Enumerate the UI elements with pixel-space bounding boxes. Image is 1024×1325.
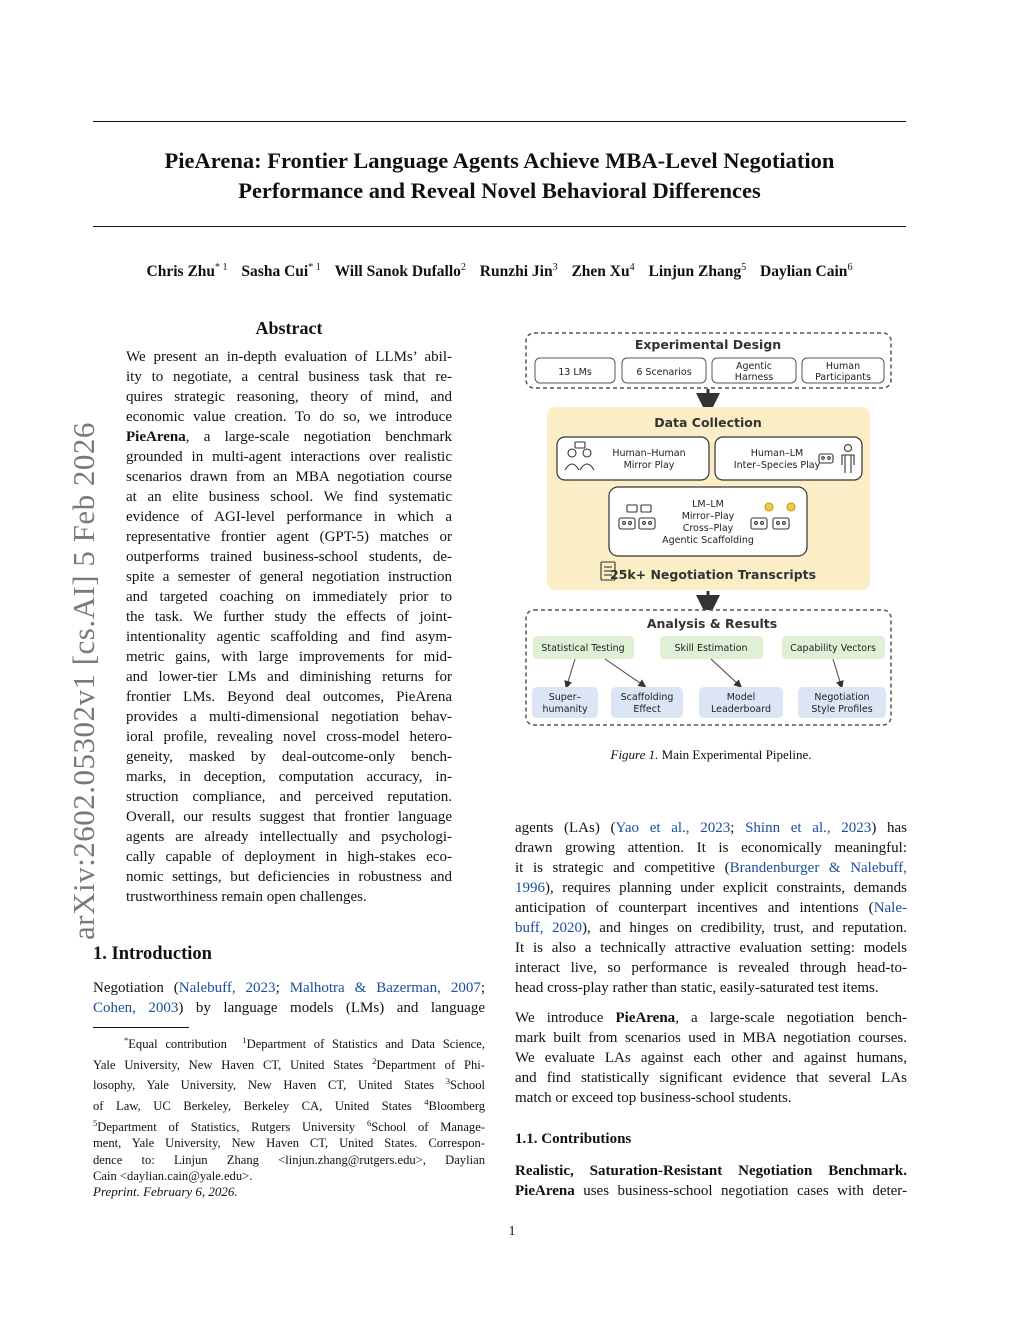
lm-label: LM–LM xyxy=(692,499,724,510)
citation-link[interactable]: buff, 2020 xyxy=(515,920,582,936)
pipeline-figure xyxy=(515,325,907,735)
abstract-line: economic value creation. To do so, we introduce xyxy=(126,409,452,425)
body-line: and find statistically significant evidence that several LAs xyxy=(515,1070,907,1086)
author: Sasha Cui$^{* 1}$ xyxy=(241,262,321,281)
footnote-line: ment, Yale University, New Haven CT, United States. Correspon- xyxy=(93,1136,485,1151)
title-bottom-rule xyxy=(93,226,906,227)
body-line: agents (LAs) (Yao et al., 2023; Shinn et al., 2023) has xyxy=(515,820,907,836)
section-heading-introduction: 1. Introduction xyxy=(93,944,212,964)
benchmark-name: PieArena xyxy=(615,1010,676,1026)
affiliation-footnote xyxy=(93,1032,485,1185)
body-line: 1996), requires planning under explicit constraints, demands xyxy=(515,880,907,896)
abstract-line: and lower-tier LMs and diminishing returns for xyxy=(126,669,452,685)
figure-caption: Figure 1. Main Experimental Pipeline. xyxy=(610,747,812,762)
title-line-1: PieArena: Frontier Language Agents Achieve MBA-Level Negotiation xyxy=(164,148,835,173)
benchmark-name: PieArena xyxy=(515,1183,575,1199)
citation-link[interactable]: Cohen, 2003 xyxy=(93,1000,179,1016)
abstract-line: Overall, our results suggest that frontier language xyxy=(126,809,452,825)
body-line: We introduce PieArena, a large-scale negotiation bench- xyxy=(515,1010,907,1026)
title-line-2: Performance and Reveal Novel Behavioral Differences xyxy=(238,178,761,203)
lm-label: Cross–Play xyxy=(682,523,734,534)
abstract-line: scenarios drawn from an MBA negotiation course xyxy=(126,469,452,485)
introduction-text xyxy=(93,978,485,1018)
footnote-line: losophy, Yale University, New Haven CT, United States $^3$School xyxy=(93,1076,485,1093)
abstract-line: metric gains, with large improvements for mid- xyxy=(126,649,452,665)
abstract-line: quires strategic reasoning, theory of mind, and xyxy=(126,389,452,405)
outcome-label: Leaderboard xyxy=(710,704,772,715)
subsection-heading-contributions: 1.1. Contributions xyxy=(515,1131,632,1147)
design-item-label: Harness xyxy=(734,372,774,383)
citation-link[interactable]: Yao et al., 2023 xyxy=(615,820,731,836)
citation-link[interactable]: Shinn et al., 2023 xyxy=(745,820,872,836)
footnote-line: Yale University, New Haven CT, United States $^2$Department of Phi- xyxy=(93,1055,485,1072)
outcome-label: humanity xyxy=(542,704,588,715)
author: Linjun Zhang$^5$ xyxy=(648,262,747,281)
abstract-line: agents are already intellectually and psychologi- xyxy=(126,829,452,845)
abstract-line: cally capable of deployment in high-stakes eco- xyxy=(126,849,452,865)
footnote-line: dence to: Linjun Zhang <linjun.zhang@rutgers.edu>, Daylian xyxy=(93,1152,485,1167)
design-item-label: 6 Scenarios xyxy=(636,367,692,378)
abstract-line: intentionality agentic scaffolding and find asym- xyxy=(126,629,452,645)
body-line: head cross-play rather than static, easily-saturated test items. xyxy=(515,980,879,996)
intro-line: Cohen, 2003) by language models (LMs) and language xyxy=(93,1000,486,1016)
abstract-line: the task. We further study the effects of joint- xyxy=(126,609,452,625)
abstract-line: at an elite business school. We find systematic xyxy=(126,489,452,505)
title-top-rule xyxy=(93,121,906,122)
abstract-line: ioral profile, revealing novel cross-model hetero- xyxy=(126,729,452,745)
outcome-label: Style Profiles xyxy=(811,704,873,715)
body-line: Realistic, Saturation-Resistant Negotiation Benchmark. xyxy=(515,1163,907,1179)
body-line: mark built from scenarios used in MBA negotiation courses. xyxy=(515,1030,907,1046)
body-line: We evaluate LAs against each other and against humans, xyxy=(515,1050,907,1066)
paper-title xyxy=(93,146,906,206)
abstract-line: ity to negotiate, a central business task that re- xyxy=(126,369,452,385)
citation-link[interactable]: 1996 xyxy=(515,880,545,896)
lm-label: Mirror–Play xyxy=(681,511,735,522)
outcome-label: Effect xyxy=(633,704,661,715)
footnote-line: Cain <daylian.cain@yale.edu>. xyxy=(93,1169,253,1184)
design-item-label: Agentic xyxy=(736,361,772,372)
abstract-line: and targeted coaching on immediately prior to xyxy=(126,589,452,605)
abstract-heading: Abstract xyxy=(255,318,323,338)
abstract-line: spite a semester of general negotiation instruction xyxy=(126,569,452,585)
lm-label: Agentic Scaffolding xyxy=(662,535,754,546)
design-title: Experimental Design xyxy=(634,337,782,352)
hl-label: Human–LM xyxy=(750,448,804,459)
footnote-line: *Equal contribution $^1$Department of Statistics and Data Science, xyxy=(123,1035,485,1052)
design-item-label: Human xyxy=(825,361,861,372)
body-line: PieArena uses business-school negotiation cases with deter- xyxy=(515,1183,907,1199)
outcome-label: Negotiation xyxy=(814,692,870,703)
design-item-label: 13 LMs xyxy=(558,367,592,378)
body-line: match or exceed top business-school students. xyxy=(515,1090,792,1106)
body-line: interact live, so performance is revealed through head-to- xyxy=(515,960,907,976)
arxiv-identifier: arXiv:2602.05302v1 [cs.AI] 5 Feb 2026 xyxy=(66,422,101,940)
abstract-line: marks, in deception, computation accuracy, in- xyxy=(126,769,452,785)
analysis-title: Analysis & Results xyxy=(646,616,778,631)
author-list xyxy=(93,262,906,281)
footnote-line: of Law, UC Berkeley, Berkeley CA, United States $^4$Bloomberg xyxy=(93,1097,485,1114)
body-line: it is strategic and competitive (Brandenburger & Nalebuff, xyxy=(515,860,907,876)
outcome-label: Super– xyxy=(548,692,582,703)
preprint-note: Preprint. February 6, 2026. xyxy=(93,1184,238,1199)
abstract-line: We present an in-depth evaluation of LLMs’ abil- xyxy=(126,349,452,365)
citation-link[interactable]: Nalebuff, 2023 xyxy=(178,980,276,996)
abstract-line: struction compliance, and perceived reputation. xyxy=(126,789,452,805)
hl-label: Inter–Species Play xyxy=(733,460,821,471)
benchmark-name: PieArena xyxy=(126,429,186,445)
design-item-label: Participants xyxy=(815,372,871,383)
body-line: anticipation of counterpart incentives and intentions (Nale- xyxy=(515,900,907,916)
abstract-line: geneity, masked by deal-outcome-only bench- xyxy=(126,749,452,765)
abstract-line: provides a multi-dimensional negotiation behav- xyxy=(126,709,452,725)
author: Runzhi Jin$^3$ xyxy=(479,262,558,281)
abstract-line: outperforms trained business-school students, de- xyxy=(126,549,452,565)
author: Zhen Xu$^4$ xyxy=(571,262,635,281)
abstract-line: frontier LMs. Beyond deal outcomes, PieArena xyxy=(126,689,452,705)
outcome-label: Scaffolding xyxy=(620,692,674,703)
footnote-line: $^5$Department of Statistics, Rutgers University $^6$School of Manage- xyxy=(93,1117,485,1134)
body-line: buff, 2020), and hinges on credibility, trust, and reputation. xyxy=(515,920,907,936)
method-label: Statistical Testing xyxy=(541,643,625,654)
right-column-text xyxy=(515,818,907,1108)
paragraph-gap xyxy=(515,998,907,1008)
intro-line: Negotiation (Nalebuff, 2023; Malhotra & Bazerman, 2007; xyxy=(93,980,485,996)
outcome-label: Model xyxy=(726,692,756,703)
abstract-line: representative frontier agent (GPT-5) matches or xyxy=(126,529,452,545)
method-label: Capability Vectors xyxy=(790,643,876,654)
author: Will Sanok Dufallo$^2$ xyxy=(334,262,466,281)
body-line: drawn growing attention. It is economically meaningful: xyxy=(515,840,907,856)
author: Chris Zhu$^{* 1}$ xyxy=(146,262,228,281)
footnote-rule xyxy=(93,1027,189,1028)
citation-link[interactable]: Malhotra & Bazerman, 2007 xyxy=(289,980,481,996)
collection-title: Data Collection xyxy=(654,415,762,430)
hh-label: Mirror Play xyxy=(623,460,675,471)
abstract-line: evidence of AGI-level performance in which a xyxy=(126,509,452,525)
contributions-text xyxy=(515,1161,907,1201)
abstract-line: PieArena, a large-scale negotiation benchmark xyxy=(126,429,452,445)
transcripts-label: 25k+ Negotiation Transcripts xyxy=(609,567,817,582)
page-number: 1 xyxy=(508,1224,516,1239)
author: Daylian Cain$^6$ xyxy=(760,262,853,281)
body-line: It is also a technically attractive evaluation setting: models xyxy=(515,940,907,956)
citation-link[interactable]: Brandenburger & Nalebuff, xyxy=(729,860,907,876)
abstract-line: trustworthiness remain open challenges. xyxy=(126,889,367,905)
citation-link[interactable]: Nale- xyxy=(873,900,907,916)
hh-label: Human–Human xyxy=(612,448,686,459)
abstract-body xyxy=(126,347,452,907)
abstract-line: grounded in multi-agent interactions over realistic xyxy=(126,449,452,465)
method-label: Skill Estimation xyxy=(674,643,748,654)
abstract-line: nomic settings, but deficiencies in robustness and xyxy=(126,869,452,885)
